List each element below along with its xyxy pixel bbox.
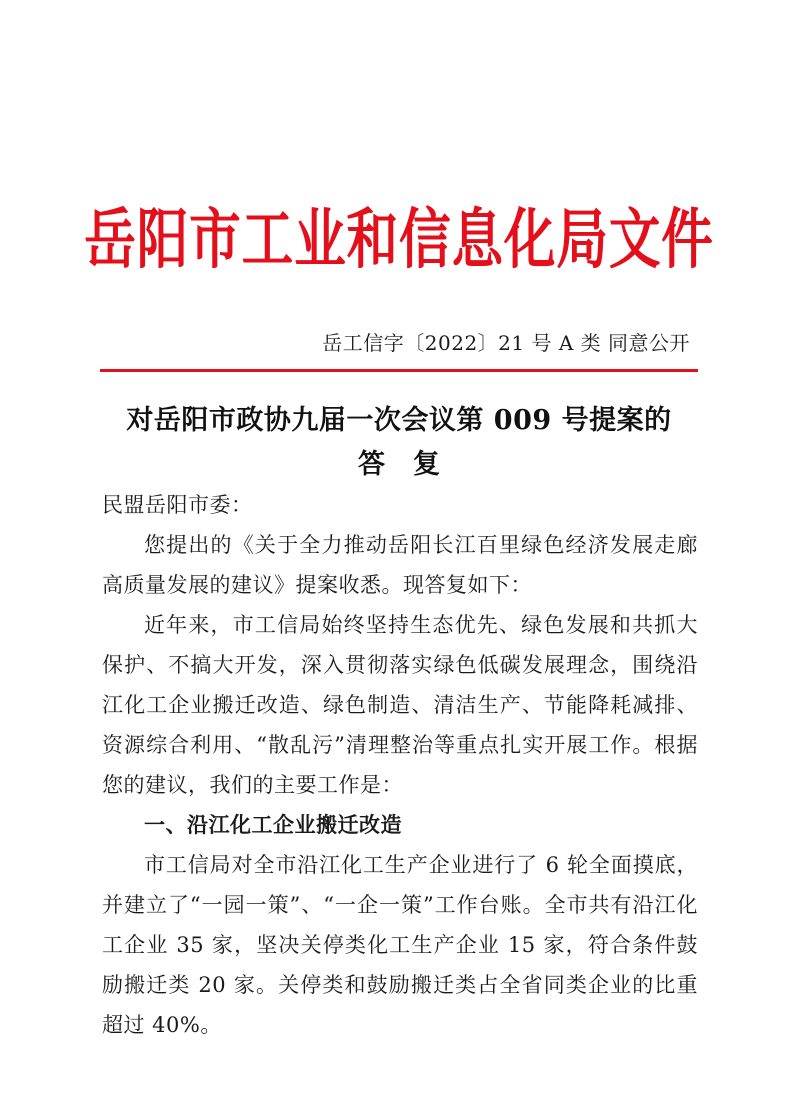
body-paragraph: 您提出的《关于全力推动岳阳长江百里绿色经济发展走廊高质量发展的建议》提案收悉。现答复如下： [102, 533, 698, 597]
salutation: 民盟岳阳市委： [102, 493, 253, 517]
body-paragraph: 近年来，市工信局始终坚持生态优先、绿色发展和共抓大保护、不搞大开发，深入贯彻落实绿色低碳发展理念，围绕沿江化工企业搬迁改造、绿色制造、清洁生产、节能降耗减排、资源综合利用、“散乱污”清理整治等重点扎实开展工作。根据您的建议，我们的主要工作是： [102, 613, 698, 797]
section-heading: 一、沿江化工企业搬迁改造 [144, 813, 402, 837]
document-title-line-1: 对岳阳市政协九届一次会议第 009 号提案的 [126, 405, 672, 436]
red-separator-rule [100, 369, 698, 372]
document-masthead: 岳阳市工业和信息化局文件 [84, 202, 714, 278]
document-body [102, 485, 698, 1045]
document-title-line-2: 答复 [358, 449, 468, 480]
document-number: 岳工信字〔2022〕21 号 A 类 同意公开 [322, 331, 690, 355]
section-paragraph: 市工信局对全市沿江化工生产企业进行了 6 轮全面摸底，并建立了“一园一策”、“一企一策”工作台账。全市共有沿江化工企业 35 家，坚决关停类化工生产企业 15 家，符合条件鼓励搬迁类 20 家。关停类和鼓励搬迁类占全省同类企业的比重超过 40%。 [102, 853, 698, 1037]
